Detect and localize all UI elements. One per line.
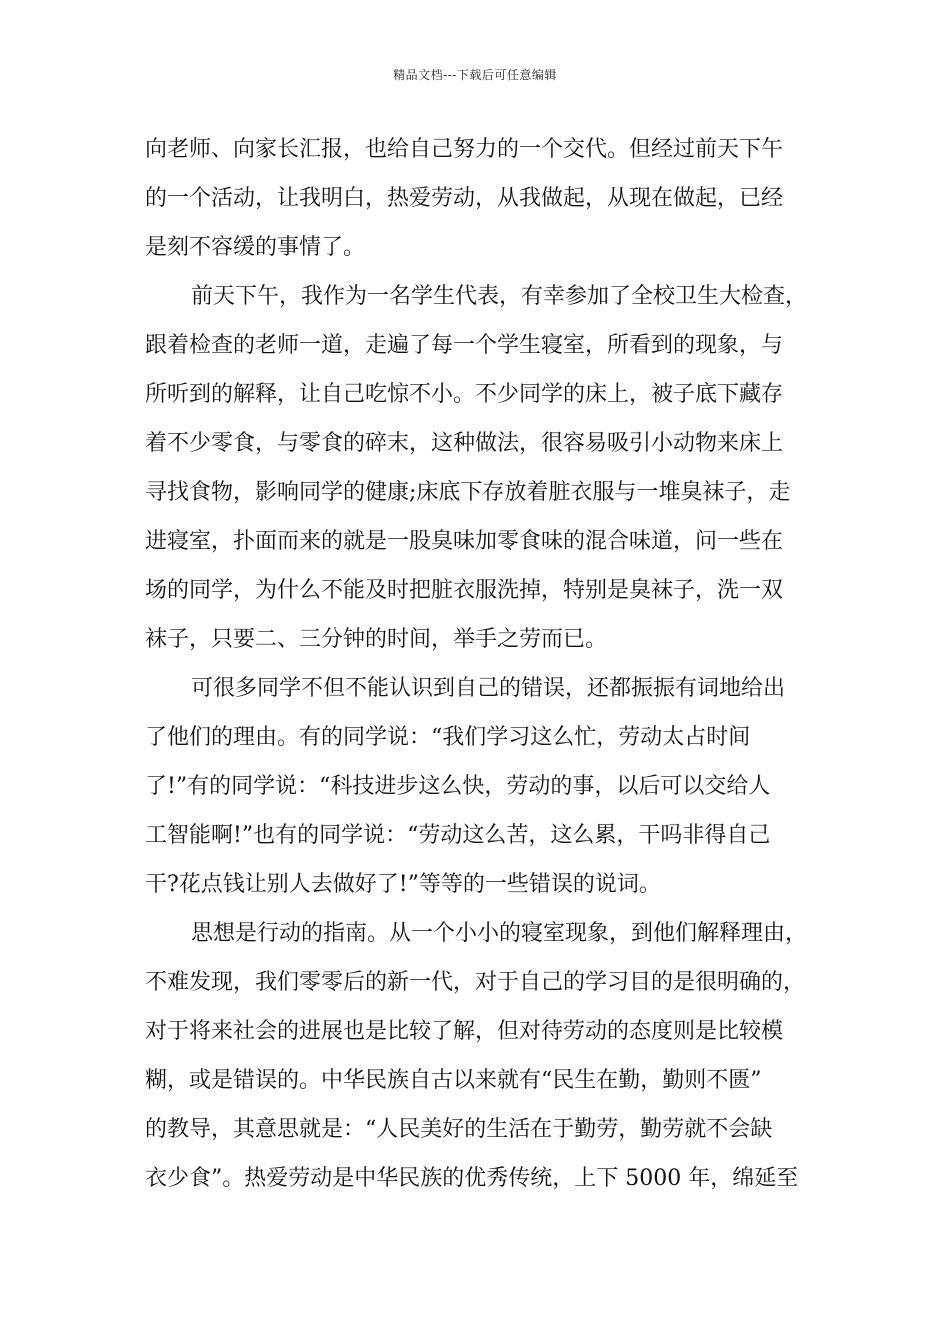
text-line: 不难发现，我们零零后的新一代，对于自己的学习目的是很明确的， xyxy=(145,970,806,995)
paragraph xyxy=(145,673,825,918)
text-line: 可很多同学不但不能认识到自己的错误，还都振振有词地给出 xyxy=(191,676,786,701)
text-line: 的教导，其意思就是：“人民美好的生活在于勤劳，勤劳就不会缺 xyxy=(145,1117,773,1142)
text-line: 了他们的理由。有的同学说：“我们学习这么忙，劳动太占时间 xyxy=(145,725,751,750)
text-line: 进寝室，扑面而来的就是一股臭味加零食味的混合味道，问一些在 xyxy=(145,529,784,554)
text-line: 向老师、向家长汇报，也给自己努力的一个交代。但经过前天下午 xyxy=(145,137,784,162)
document-body xyxy=(145,134,825,1212)
text-line: 是刻不容缓的事情了。 xyxy=(145,235,366,260)
text-line: 袜子，只要二、三分钟的时间，举手之劳而已。 xyxy=(145,627,608,652)
page-header: 精品文档---下载后可任意编辑 xyxy=(393,68,557,82)
text-line: 了!”有的同学说：“科技进步这么快，劳动的事，以后可以交给人 xyxy=(145,774,771,799)
paragraph xyxy=(145,918,825,1212)
text-line: 所听到的解释，让自己吃惊不小。不少同学的床上，被子底下藏存 xyxy=(145,382,784,407)
text-line: 衣少食”。热爱劳动是中华民族的优秀传统，上下 5000 年，绵延至 xyxy=(145,1166,799,1191)
text-line: 的一个活动，让我明白，热爱劳动，从我做起，从现在做起，已经 xyxy=(145,186,784,211)
text-line: 糊，或是错误的。中华民族自古以来就有“民生在勤，勤则不匮” xyxy=(145,1068,762,1093)
paragraph xyxy=(145,134,825,281)
text-line: 跟着检查的老师一道，走遍了每一个学生寝室，所看到的现象，与 xyxy=(145,333,784,358)
text-line: 工智能啊!”也有的同学说：“劳动这么苦，这么累，干吗非得自己 xyxy=(145,823,771,848)
text-line: 对于将来社会的进展也是比较了解，但对待劳动的态度则是比较模 xyxy=(145,1019,784,1044)
text-line: 场的同学，为什么不能及时把脏衣服洗掉，特别是臭袜子，洗一双 xyxy=(145,578,784,603)
text-line: 寻找食物，影响同学的健康;床底下存放着脏衣服与一堆臭袜子，走 xyxy=(145,480,791,505)
text-line: 思想是行动的指南。从一个小小的寝室现象，到他们解释理由， xyxy=(191,921,808,946)
text-line: 干?花点钱让别人去做好了!”等等的一些错误的说词。 xyxy=(145,872,661,897)
text-line: 着不少零食，与零食的碎末，这种做法，很容易吸引小动物来床上 xyxy=(145,431,784,456)
text-line: 前天下午，我作为一名学生代表，有幸参加了全校卫生大检查， xyxy=(191,284,808,309)
paragraph xyxy=(145,281,825,673)
